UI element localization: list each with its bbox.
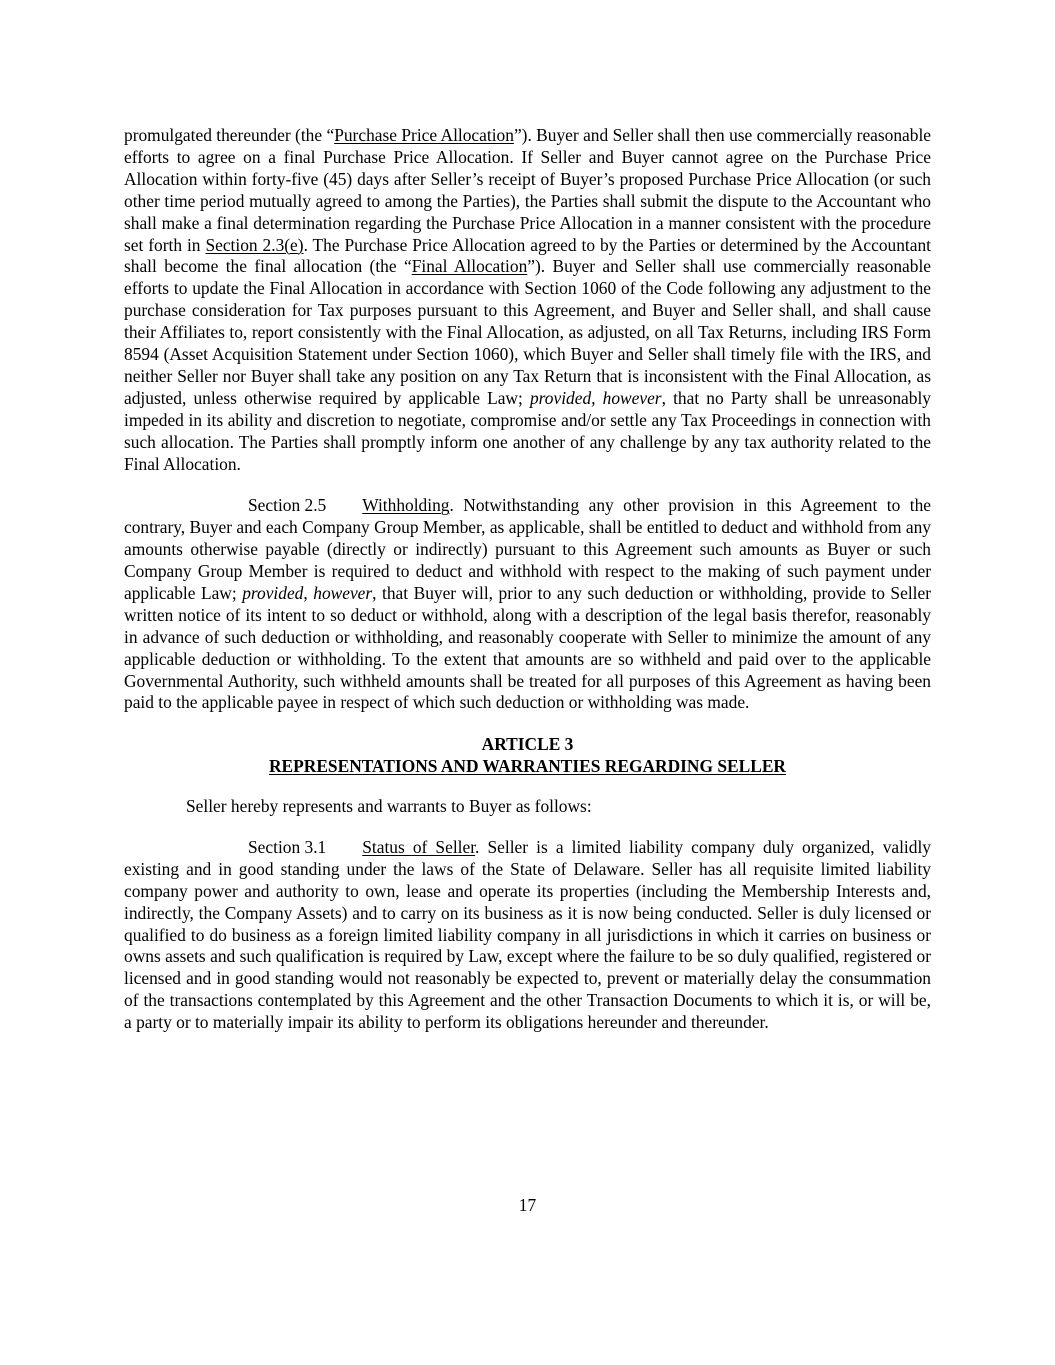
section-2-5-paragraph (124, 495, 931, 714)
article-label: ARTICLE 3 (481, 734, 574, 755)
text-run: ”). Buyer and Seller shall then use commercially reasonable efforts to agree on a final Purchase Price Allocation. If Seller and Buyer cannot agree on the Purchase Price Allocation within forty-five (45) days after Seller’s receipt of Buyer’s proposed Purchase Price Allocation (or such other time period mutually agreed to among the Parties), the Parties shall submit the dispute to the Accountant who shall make a final determination regarding the Purchase Price Allocation in a manner consistent with the procedure set forth in (124, 125, 932, 255)
cross-reference-section-2-3-e: Section 2.3(e) (205, 234, 304, 255)
defined-term-purchase-price-allocation: Purchase Price Allocation (334, 125, 514, 145)
defined-term-final-allocation: Final Allocation (411, 256, 528, 277)
text-run: promulgated thereunder (the “ (124, 125, 335, 145)
text-run: , that Buyer will, prior to any such deduction or withholding, provide to Seller written notice of its intent to so deduct or withhold, along with a description of the legal basis therefor, reasonably in advance of such deduction or withholding, and reasonably cooperate with Seller to minimize the amount of any applicable deduction or withholding. To the extent that amounts are so withheld and paid over to the applicable Governmental Authority, such withheld amounts shall be treated for all purposes of this Agreement as having been paid to the applicable payee in respect of which such deduction or withholding was made. (124, 582, 932, 713)
italic-proviso: provided, however (529, 387, 662, 408)
italic-however: however (313, 582, 373, 603)
text-run: . Seller is a limited liability company duly organized, validly existing and in good standing under the laws of the State of Delaware. Seller has all requisite limited liability company power and authority to own, lease and operate its properties (including the Membership Interests and, indirectly, the Company Assets) and to carry on its business as it is now being conducted. Seller is duly licensed or qualified to do business as a foreign limited liability company in all jurisdictions in which it carries on business or owns assets and such qualification is required by Law, except where the failure to be so duly qualified, registered or licensed and in good standing would not reasonably be expected to, prevent or materially delay the consummation of the transactions contemplated by this Agreement and the other Transaction Documents to which it is, or will be, a party or to materially impair its ability to perform its obligations hereunder and thereunder. (124, 836, 931, 1033)
section-number: Section 3.1 (248, 836, 327, 857)
article-title: REPRESENTATIONS AND WARRANTIES REGARDING SELLER (268, 756, 786, 777)
section-3-1-paragraph (124, 837, 931, 1034)
text-run: . Notwithstanding any other provision in this Agreement to the contrary, Buyer and each Company Group Member, as applicable, shall be entitled to deduct and withhold from any amounts otherwise payable (directly or indirectly) pursuant to this Agreement such amounts as Buyer or such Company Group Member is required to deduct and withhold with respect to the making of such payment under applicable Law; (124, 495, 931, 603)
section-2-4-continuation-paragraph (124, 125, 931, 476)
text-run: , (303, 582, 314, 603)
article-3-heading (124, 734, 931, 778)
article-3-intro: Seller hereby represents and warrants to Buyer as follows: (186, 796, 592, 817)
document-page (124, 125, 931, 1034)
italic-provided: provided (242, 582, 304, 603)
text-run: ”). Buyer and Seller shall use commercially reasonable efforts to update the Final Allocation in accordance with Section 1060 of the Code following any adjustment to the purchase consideration for Tax purposes pursuant to this Agreement, and Buyer and Seller shall, and shall cause their Affiliates to, report consistently with the Final Allocation, as adjusted, on all Tax Returns, including IRS Form 8594 (Asset Acquisition Statement under Section 1060), which Buyer and Seller shall timely file with the IRS, and neither Seller nor Buyer shall take any position on any Tax Return that is inconsistent with the Final Allocation, as adjusted, unless otherwise required by applicable Law; (124, 256, 932, 408)
text-run: , that no Party shall be unreasonably impeded in its ability and discretion to negotiate, compromise and/or settle any Tax Proceedings in connection with such allocation. The Parties shall promptly inform one another of any challenge by any tax authority related to the Final Allocation. (124, 387, 931, 474)
text-run: . The Purchase Price Allocation agreed to by the Parties or determined by the Accountant shall become the final allocation (the “ (124, 234, 931, 277)
section-heading-withholding: Withholding (362, 495, 450, 516)
page-number: 17 (518, 1195, 537, 1215)
section-number: Section 2.5 (248, 495, 327, 516)
section-heading-status-of-seller: Status of Seller (362, 836, 476, 857)
